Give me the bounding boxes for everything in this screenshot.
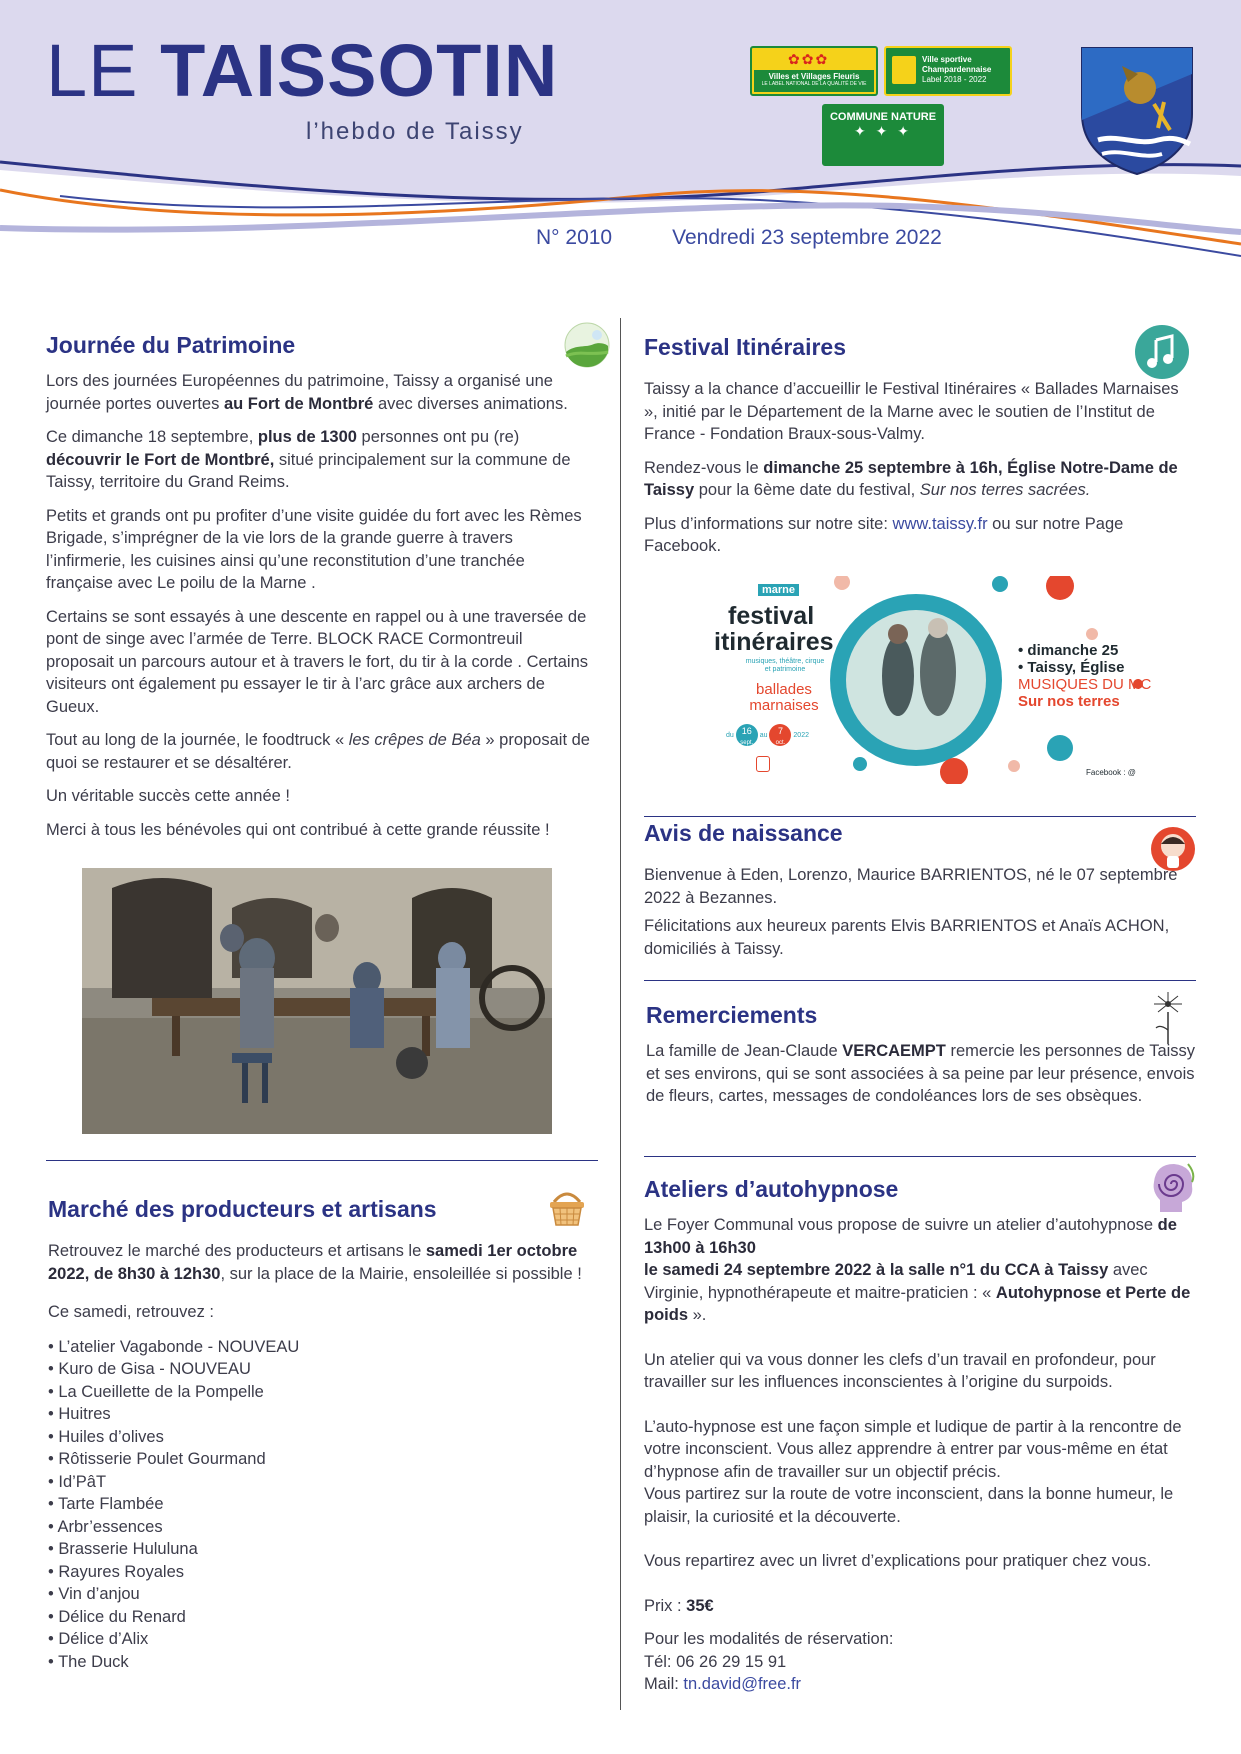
landscape-icon xyxy=(564,322,610,368)
festival-poster xyxy=(700,576,1152,784)
patrimoine-p1: Lors des journées Européennes du patrimoine, Taissy a organisé une journée portes ouvertes au Fort de Montbré avec diverses animations. xyxy=(46,372,568,413)
issue-number: N° 2010 xyxy=(536,226,613,249)
list-item: • Rayures Royales xyxy=(48,1561,600,1584)
remerciements-p1: La famille de Jean-Claude VERCAEMPT remercie les personnes de Taissy et ses environs, qui se sont associées à sa peine par leur présence, envois de fleurs, cartes, messages de condoléances lors de ses obsèques. xyxy=(646,1042,1196,1105)
hypnose-price: Prix : 35€ xyxy=(644,1596,714,1615)
spiral-head-icon xyxy=(1148,1160,1196,1214)
naissance-title: Avis de naissance xyxy=(644,820,843,846)
list-item: • La Cueillette de la Pompelle xyxy=(48,1381,600,1404)
naissance-p1: Bienvenue à Eden, Lorenzo, Maurice BARRIENTOS, né le 07 septembre 2022 à Bezannes. xyxy=(644,866,1178,907)
villes-fleuris-badge: ✿✿✿ Villes et Villages Fleuris LE LABEL NATIONAL DE LA QUALITÉ DE VIE xyxy=(750,46,878,96)
patrimoine-p4: Certains se sont essayés à une descente en rappel ou à une traversée de pont de singe avec l’armée de Terre. BLOCK RACE Cormontreuil proposait un parcours autour et à travers le fort, du tir à la corde . Certains visiteurs ont également pu essayer le tir à l’arc grâce aux archers de Gueux. xyxy=(46,607,589,716)
hypnose-p2: Un atelier qui va vous donner les clefs d’un travail en profondeur, pour travailler sur les influences inconscientes à l’origine du surpoids. xyxy=(644,1350,1156,1391)
patrimoine-body xyxy=(46,370,594,841)
column-separator xyxy=(620,318,621,1710)
title-name: TAISSOTIN xyxy=(160,29,559,112)
poster-dates: du 16 sept. au 7 oct. 2022 xyxy=(726,726,809,746)
list-item: • Huiles d’olives xyxy=(48,1426,600,1449)
vendor-list xyxy=(48,1336,600,1674)
list-item: • L’atelier Vagabonde - NOUVEAU xyxy=(48,1336,600,1359)
list-item: • Délice du Renard xyxy=(48,1606,600,1629)
section-divider xyxy=(644,816,1196,817)
section-divider xyxy=(644,980,1196,981)
marne-logo: marne xyxy=(758,584,799,596)
fort-montbre-photo xyxy=(82,868,552,1134)
patrimoine-title: Journée du Patrimoine xyxy=(46,332,296,358)
hypnose-body xyxy=(644,1214,1194,1696)
hypnose-mail: Mail: tn.david@free.fr xyxy=(644,1675,802,1693)
ville-sportive-badge: Ville sportive Champardennaise Label 2018 - 2022 xyxy=(884,46,1012,96)
issue-line xyxy=(536,226,942,250)
naissance-p2: Félicitations aux heureux parents Elvis BARRIENTOS et Anaïs ACHON, domiciliés à Taissy. xyxy=(644,917,1170,958)
dandelion-icon xyxy=(1148,990,1188,1044)
dragonfly-icon: ✦ ✦ ✦ xyxy=(854,123,912,139)
marche-title: Marché des producteurs et artisans xyxy=(48,1196,437,1222)
poster-event-info: • dimanche 25 • Taissy, Église MUSIQUES DU MC Sur nos terres xyxy=(1018,642,1152,710)
coat-of-arms-icon xyxy=(1078,44,1196,176)
poster-itineraires: itinéraires xyxy=(714,628,834,656)
list-item: • Arbr’essences xyxy=(48,1516,600,1539)
hypnose-p1: Le Foyer Communal vous propose de suivre un atelier d’autohypnose de 13h00 à 16h30 le samedi 24 septembre 2022 à la salle n°1 du CCA à Taissy avec Virginie, hypnothérapeute et maitre-praticien : « Autohypnose et Perte de poids ». xyxy=(644,1216,1191,1324)
list-item: • Tarte Flambée xyxy=(48,1493,600,1516)
list-item: • Huitres xyxy=(48,1403,600,1426)
patrimoine-p7: Merci à tous les bénévoles qui ont contribué à cette grande réussite ! xyxy=(46,820,550,839)
festival-body xyxy=(644,378,1194,558)
patrimoine-p3: Petits et grands ont pu profiter d’une visite guidée du fort avec les Rèmes Brigade, s’imprégner de la vie lors de la grande guerre à travers l’infirmerie, les cuisines ainsi qu’une reconstitution d’une tranchée française avec Le poilu de la Marne . xyxy=(46,506,582,592)
remerciements-body xyxy=(646,1040,1196,1108)
hypnose-resa: Pour les modalités de réservation: xyxy=(644,1630,894,1648)
website-link[interactable]: www.taissy.fr xyxy=(892,514,988,533)
sport-logo-icon xyxy=(892,56,916,84)
issue-date: Vendredi 23 septembre 2022 xyxy=(672,226,942,249)
list-item: • Id’PâT xyxy=(48,1471,600,1494)
title-le: LE xyxy=(46,29,139,112)
festival-p1: Taissy a la chance d’accueillir le Festival Itinéraires « Ballades Marnaises », initié par le Département de la Marne avec le soutien de l’Institut de France - Fondation Braux-sous-Valmy. xyxy=(644,380,1179,443)
masthead-title xyxy=(46,29,559,112)
list-item: • Délice d’Alix xyxy=(48,1628,600,1651)
list-item: • Vin d’anjou xyxy=(48,1583,600,1606)
basket-icon xyxy=(546,1188,588,1228)
poster-tagline: musiques, théâtre, cirque et patrimoine xyxy=(745,658,825,673)
remerciements-title: Remerciements xyxy=(646,1002,818,1028)
section-divider xyxy=(46,1160,598,1161)
email-link[interactable]: tn.david@free.fr xyxy=(683,1675,802,1693)
poster-ballades: ballades marnaises xyxy=(749,681,819,714)
music-note-icon xyxy=(1134,324,1190,380)
marche-intro: Ce samedi, retrouvez : xyxy=(48,1303,214,1321)
list-item: • Rôtisserie Poulet Gourmand xyxy=(48,1448,600,1471)
patrimoine-p2: Ce dimanche 18 septembre, plus de 1300 personnes ont pu (re) découvrir le Fort de Montbré, situé principalement sur la commune de Taissy, territoire du Grand Reims. xyxy=(46,428,571,491)
marche-p1: Retrouvez le marché des producteurs et artisans le samedi 1er octobre 2022, de 8h30 à 12h30, sur la place de la Mairie, ensoleillée si possible ! xyxy=(48,1242,582,1283)
patrimoine-p6: Un véritable succès cette année ! xyxy=(46,787,290,805)
marche-body xyxy=(48,1240,600,1673)
hypnose-p5: Vous repartirez avec un livret d’explications pour pratiquer chez vous. xyxy=(644,1552,1152,1570)
list-item: • The Duck xyxy=(48,1651,600,1674)
naissance-body xyxy=(644,864,1196,960)
poster-festival: festival xyxy=(728,602,815,630)
flower-icon: ✿✿✿ xyxy=(788,51,830,67)
hypnose-p4: Vous partirez sur la route de votre inconscient, dans la bonne humeur, le plaisir, la curiosité et la découverte. xyxy=(644,1485,1174,1526)
section-divider xyxy=(644,1156,1196,1157)
masthead xyxy=(0,0,1241,270)
hypnose-p3: L’auto-hypnose est une façon simple et ludique de partir à la rencontre de votre inconscient. Vous allez apprendre à entrer par vous-même en état d’hypnose afin de travailler sur un objectif précis. xyxy=(644,1417,1182,1481)
poster-facebook: Facebook : @ xyxy=(1086,768,1136,777)
hypnose-tel: Tél: 06 26 29 15 91 xyxy=(644,1652,787,1671)
masthead-subtitle: l’hebdo de Taissy xyxy=(306,118,524,145)
festival-p2: Rendez-vous le dimanche 25 septembre à 16h, Église Notre-Dame de Taissy pour la 6ème date du festival, Sur nos terres sacrées. xyxy=(644,458,1178,499)
hypnose-title: Ateliers d’autohypnose xyxy=(644,1176,899,1202)
patrimoine-p5: Tout au long de la journée, le foodtruck « les crêpes de Béa » proposait de quoi se restaurer et se désaltérer. xyxy=(46,731,590,772)
list-item: • Brasserie Hululuna xyxy=(48,1538,600,1561)
mairie-logo-icon xyxy=(756,756,770,772)
festival-title: Festival Itinéraires xyxy=(644,334,846,360)
list-item: • Kuro de Gisa - NOUVEAU xyxy=(48,1358,600,1381)
festival-p3: Plus d’informations sur notre site: www.taissy.fr ou sur notre Page Facebook. xyxy=(644,514,1124,555)
commune-nature-badge: COMMUNE NATURE ✦ ✦ ✦ xyxy=(822,104,944,166)
